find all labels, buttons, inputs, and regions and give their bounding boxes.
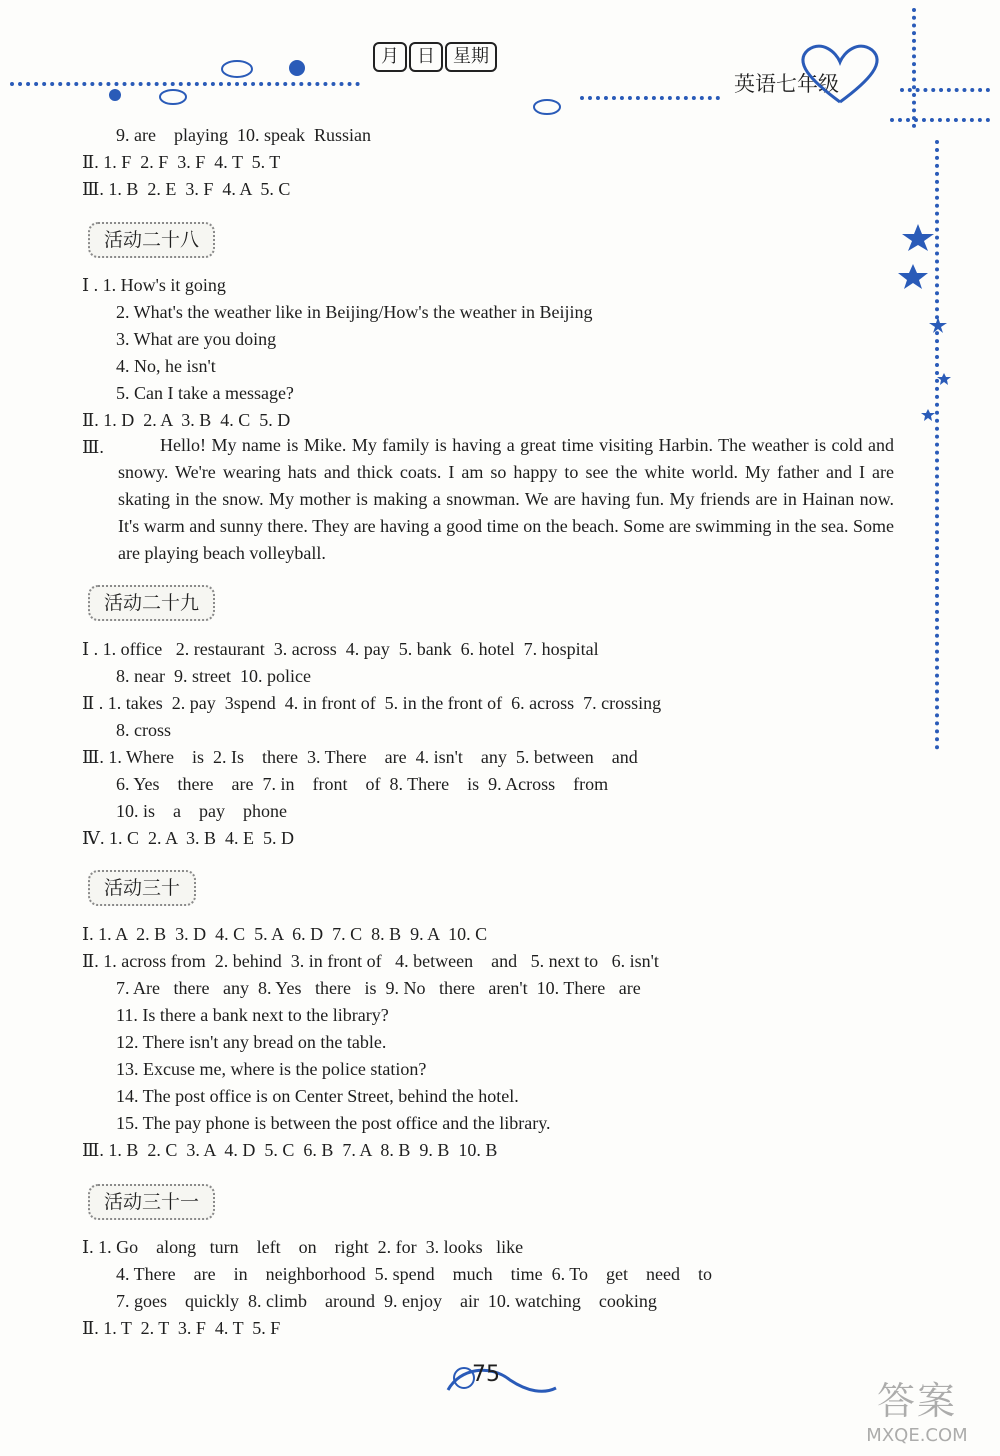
answer-line: 5. Can I take a message? xyxy=(116,383,294,403)
header-dotted-line-lower xyxy=(890,118,990,122)
answer-line: 7. Are there any 8. Yes there is 9. No there aren't 10. There are xyxy=(116,978,641,998)
answer-line: 7. goes quickly 8. climb around 9. enjoy air 10. watching cooking xyxy=(116,1291,657,1311)
header-dotted-line-right xyxy=(580,96,720,100)
answer-line: 6. Yes there are 7. in front of 8. There is 9. Across from xyxy=(116,774,609,794)
section-header: 活动二十八 xyxy=(88,222,215,258)
answer-line: Ⅱ. 1. T 2. T 3. F 4. T 5. F xyxy=(82,1318,281,1338)
star-icon xyxy=(900,222,936,252)
watermark-logo: 答案 MXQE.COM xyxy=(866,1379,968,1446)
day-box: 日 xyxy=(409,42,443,72)
right-dotted-border xyxy=(912,8,916,128)
answer-line: 11. Is there a bank next to the library? xyxy=(116,1005,389,1025)
star-icon xyxy=(896,262,930,290)
answer-line: Ⅰ. 1. A 2. B 3. D 4. C 5. A 6. D 7. C 8. B 9. A 10. C xyxy=(82,924,488,944)
answer-line: 10. is a pay phone xyxy=(116,801,287,821)
month-box: 月 xyxy=(373,42,407,72)
answer-line: Ⅰ . 1. How's it going xyxy=(82,275,226,295)
answer-line: 15. The pay phone is between the post office and the library. xyxy=(116,1113,551,1133)
date-boxes xyxy=(372,42,498,72)
answer-line: Ⅲ. xyxy=(82,437,104,457)
page-number-swoosh xyxy=(440,1354,560,1404)
answer-line: 2. What's the weather like in Beijing/How's the weather in Beijing xyxy=(116,302,593,322)
answer-line: Ⅱ. 1. F 2. F 3. F 4. T 5. T xyxy=(82,152,281,172)
star-icon xyxy=(920,408,936,422)
answer-line: Ⅰ . 1. office 2. restaurant 3. across 4. pay 5. bank 6. hotel 7. hospital xyxy=(82,639,599,659)
cloud-icon xyxy=(532,96,562,116)
answer-line: 4. There are in neighborhood 5. spend much time 6. To get need to xyxy=(116,1264,712,1284)
answer-line: Ⅲ. 1. Where is 2. Is there 3. There are 4. isn't any 5. between and xyxy=(82,747,638,767)
cloud-icon xyxy=(158,86,188,106)
answer-line: Ⅰ. 1. Go along turn left on right 2. for 3. looks like xyxy=(82,1237,524,1257)
answer-line: 3. What are you doing xyxy=(116,329,277,349)
answer-line: Ⅲ. 1. B 2. E 3. F 4. A 5. C xyxy=(82,179,291,199)
heart-icon xyxy=(790,40,890,110)
section-header: 活动三十一 xyxy=(88,1184,215,1220)
answer-line: Ⅱ. 1. D 2. A 3. B 4. C 5. D xyxy=(82,410,291,430)
answer-line: 12. There isn't any bread on the table. xyxy=(116,1032,387,1052)
answer-line: 8. near 9. street 10. police xyxy=(116,666,311,686)
section-header: 活动三十 xyxy=(88,870,196,906)
star-icon xyxy=(928,316,948,334)
answer-line: Ⅱ . 1. takes 2. pay 3spend 4. in front of 5. in the front of 6. across 7. crossing xyxy=(82,693,662,713)
weekday-box: 星期 xyxy=(445,42,497,72)
star-icon xyxy=(936,372,952,386)
answer-line: Ⅱ. 1. across from 2. behind 3. in front of 4. between and 5. next to 6. isn't xyxy=(82,951,659,971)
flower-icon xyxy=(106,86,124,104)
answer-line: 13. Excuse me, where is the police station? xyxy=(116,1059,427,1079)
cloud-icon xyxy=(220,56,254,78)
book-title: 英语七年级 xyxy=(734,72,839,96)
answer-line: 8. cross xyxy=(116,720,171,740)
answer-line: Ⅲ. 1. B 2. C 3. A 4. D 5. C 6. B 7. A 8. B 9. B 10. B xyxy=(82,1140,498,1160)
page-number: 75 xyxy=(472,1362,500,1387)
answer-line: 14. The post office is on Center Street, behind the hotel. xyxy=(116,1086,519,1106)
answer-line: 4. No, he isn't xyxy=(116,356,216,376)
bird-icon xyxy=(284,56,310,78)
answer-line: Ⅳ. 1. C 2. A 3. B 4. E 5. D xyxy=(82,828,295,848)
answer-line: 9. are playing 10. speak Russian xyxy=(116,125,371,145)
passage-paragraph: Hello! My name is Mike. My family is having a great time visiting Harbin. The weather is cold and snowy. We're wearing hats and thick coats. I am so happy to see the white world. My father and I are skating in the snow. My mother is making a snowman. We are having fun. My friends are in Hainan now. It's warm and sunny there. They are having a good time on the beach. Some are swimming in the sea. Some are playing beach volleyball. xyxy=(118,435,894,563)
section-header: 活动二十九 xyxy=(88,585,215,621)
